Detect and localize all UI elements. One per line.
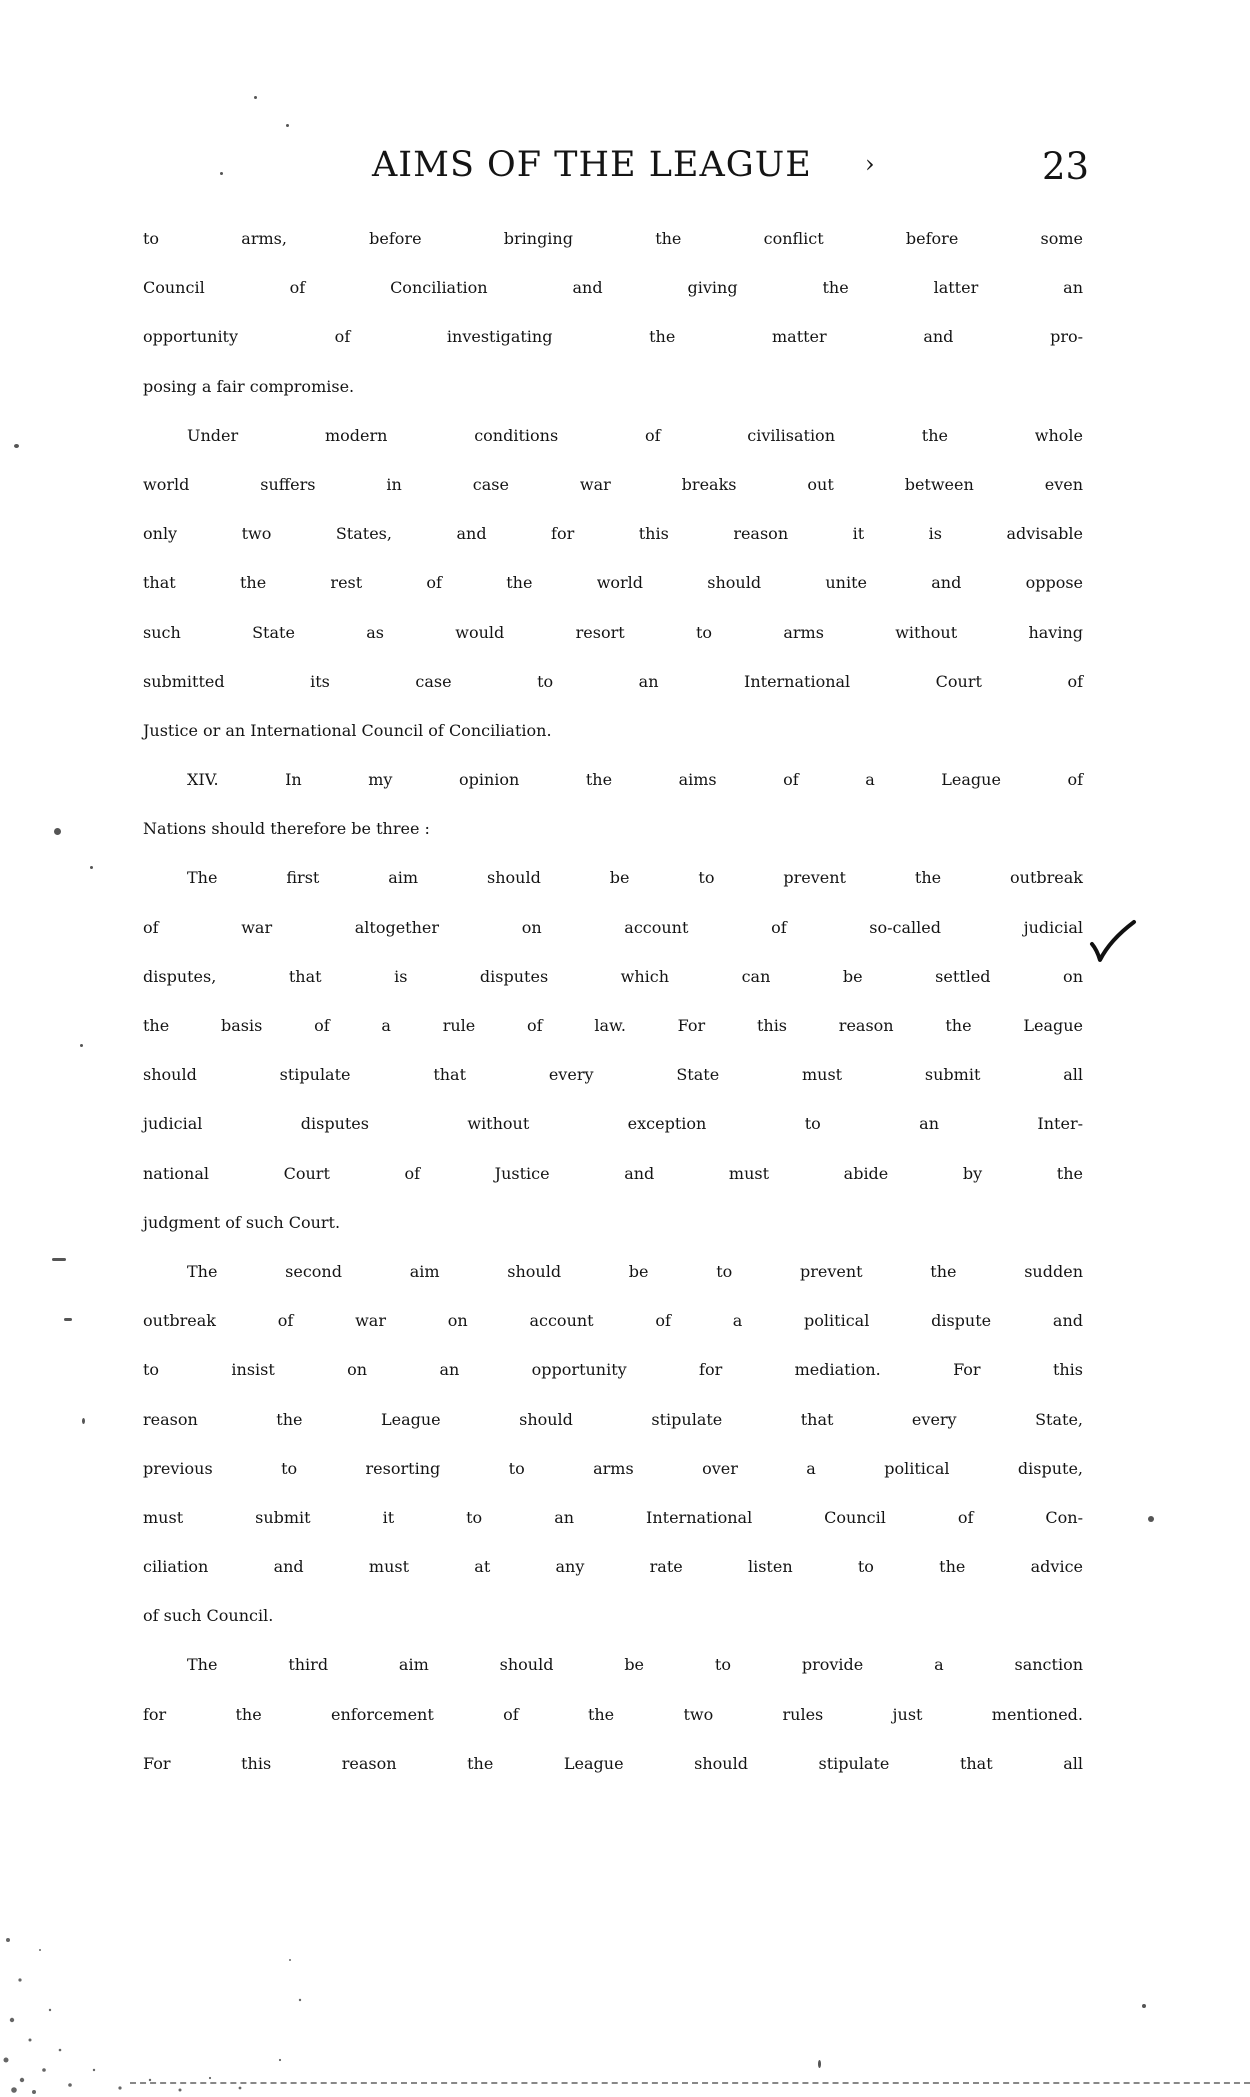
scan-speck bbox=[286, 124, 289, 127]
text-line: to arms, before bringing the conflict before some bbox=[143, 229, 1083, 248]
text-line: of war altogether on account of so-called judicial bbox=[143, 917, 1083, 937]
text-line: Justice or an International Council of Conciliation. bbox=[143, 720, 552, 740]
text-line: reason the League should stipulate that every State, bbox=[143, 1409, 1083, 1429]
text-line: the basis of a rule of law. For this reason the League bbox=[143, 1016, 1083, 1035]
text-line: opportunity of investigating the matter and pro- bbox=[143, 327, 1083, 347]
header-ornament: › bbox=[865, 150, 875, 178]
scan-speck bbox=[80, 1044, 83, 1047]
body-text bbox=[143, 214, 1083, 1788]
text-line: outbreak of war on account of a political dispute and bbox=[143, 1311, 1083, 1331]
text-line: submitted its case to an International Court of bbox=[143, 671, 1083, 691]
scan-speck bbox=[1148, 1516, 1154, 1522]
pencil-check-mark-icon bbox=[1088, 918, 1138, 968]
text-line: to insist on an opportunity for mediation. For this bbox=[143, 1360, 1083, 1380]
text-line: such State as would resort to arms without having bbox=[143, 622, 1083, 642]
text-line: only two States, and for this reason it is advisable bbox=[143, 524, 1083, 544]
text-line: ciliation and must at any rate listen to the advice bbox=[143, 1557, 1083, 1577]
scan-speck bbox=[82, 1418, 85, 1424]
scan-speck bbox=[14, 444, 19, 448]
text-line: Nations should therefore be three : bbox=[143, 819, 430, 839]
scan-noise-corner bbox=[0, 1920, 340, 2097]
text-line: must submit it to an International Council of Con- bbox=[143, 1507, 1083, 1527]
text-line: for the enforcement of the two rules just mentioned. bbox=[143, 1704, 1083, 1724]
text-line: should stipulate that every State must submit all bbox=[143, 1065, 1083, 1085]
text-line: judicial disputes without exception to an Inter- bbox=[143, 1114, 1083, 1134]
scan-speck bbox=[64, 1318, 72, 1321]
scan-speck bbox=[220, 172, 223, 175]
scan-speck bbox=[1142, 2004, 1146, 2008]
page-number: 23 bbox=[1042, 145, 1090, 188]
scan-speck bbox=[90, 866, 93, 869]
text-line: For this reason the League should stipulate that all bbox=[143, 1753, 1083, 1773]
text-line: of such Council. bbox=[143, 1606, 274, 1626]
bottom-scan-edge bbox=[130, 2082, 1250, 2085]
scan-speck bbox=[52, 1258, 66, 1261]
scan-speck bbox=[818, 2060, 821, 2068]
running-title: AIMS OF THE LEAGUE bbox=[372, 145, 812, 185]
text-line: posing a fair compromise. bbox=[143, 376, 355, 396]
text-line: disputes, that is disputes which can be settled on bbox=[143, 966, 1083, 986]
text-line: Under modern conditions of civilisation the whole bbox=[187, 425, 1083, 445]
text-line: previous to resorting to arms over a political dispute, bbox=[143, 1458, 1083, 1478]
text-line: The third aim should be to provide a sanction bbox=[187, 1655, 1083, 1675]
text-line: The first aim should be to prevent the outbreak bbox=[187, 868, 1083, 888]
scan-speck bbox=[54, 828, 61, 835]
text-line: world suffers in case war breaks out between even bbox=[143, 474, 1083, 494]
text-line: XIV. In my opinion the aims of a League of bbox=[187, 770, 1083, 790]
text-line: The second aim should be to prevent the sudden bbox=[187, 1261, 1083, 1281]
text-line: Council of Conciliation and giving the latter an bbox=[143, 278, 1083, 298]
text-line: that the rest of the world should unite and oppose bbox=[143, 573, 1083, 593]
scan-speck bbox=[254, 96, 257, 99]
text-line: national Court of Justice and must abide by the bbox=[143, 1163, 1083, 1183]
text-line: judgment of such Court. bbox=[143, 1212, 341, 1232]
